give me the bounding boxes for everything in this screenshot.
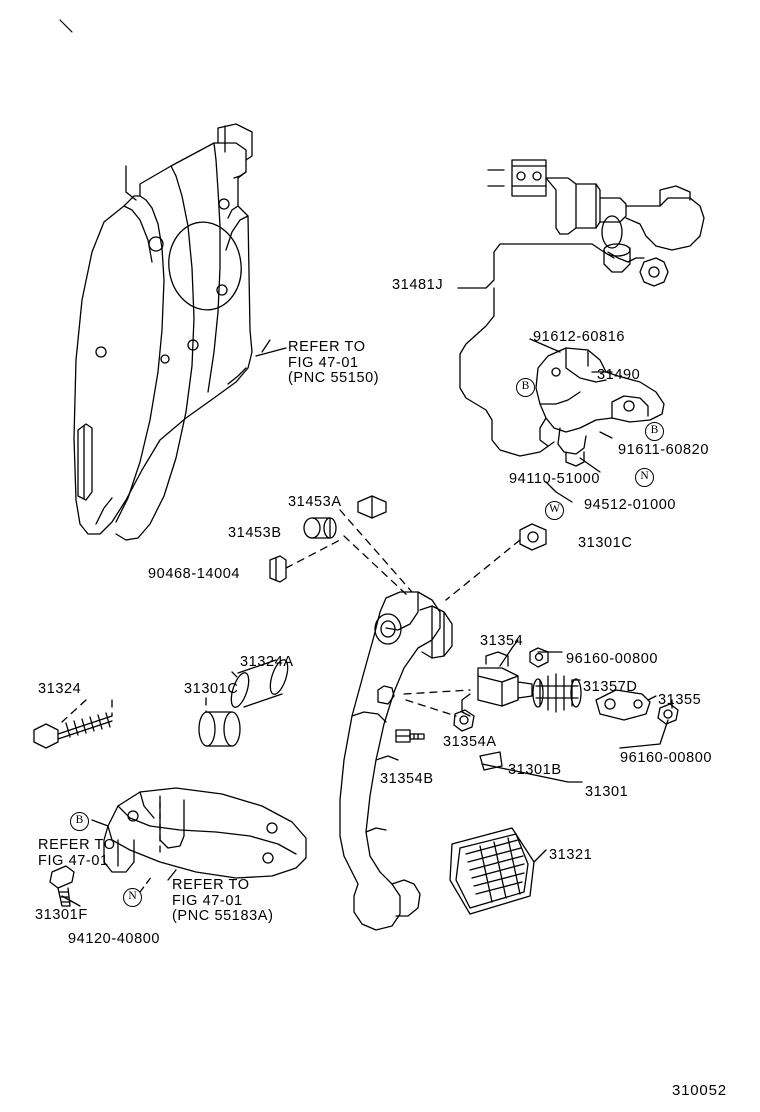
callout-b-left: B	[70, 812, 89, 831]
label-refer-fig-47-01-left: REFER TO FIG 47-01	[38, 837, 116, 869]
label-94512-01000: 94512-01000	[584, 497, 677, 513]
label-31354A: 31354A	[443, 734, 497, 750]
bushing-31453B	[304, 518, 336, 538]
pedal-arm-31301	[340, 592, 452, 930]
bolt-31324	[34, 713, 112, 748]
label-31301C-top: 31301C	[578, 535, 633, 551]
callout-b-91612: B	[516, 378, 535, 397]
bushing-31301C-left	[199, 712, 240, 746]
label-96160-00800-bottom: 96160-00800	[620, 750, 713, 766]
label-31301B: 31301B	[508, 762, 562, 778]
label-refer-fig-47-01-55150: REFER TO FIG 47-01 (PNC 55150)	[288, 339, 380, 386]
label-31354: 31354	[480, 633, 524, 649]
label-31301C-left: 31301C	[184, 681, 239, 697]
label-91611-60820: 91611-60820	[618, 442, 709, 458]
label-31453A: 31453A	[288, 494, 342, 510]
label-refer-fig-47-01-55183A: REFER TO FIG 47-01 (PNC 55183A)	[172, 877, 274, 924]
pedal-pad-31321	[450, 828, 534, 914]
label-31355: 31355	[658, 692, 702, 708]
bracket-55183A	[104, 788, 306, 878]
bracket-55150	[74, 124, 252, 540]
figure-id: 310052	[672, 1082, 727, 1099]
callout-w-94512: W	[545, 501, 564, 520]
label-90468-14004: 90468-14004	[148, 566, 241, 582]
label-91612-60816: 91612-60816	[533, 329, 626, 345]
callout-b-91611: B	[645, 422, 664, 441]
nut-96160-top	[530, 648, 548, 667]
label-31453B: 31453B	[228, 525, 282, 541]
master-cylinder	[488, 160, 704, 286]
callout-n-94120: N	[123, 888, 142, 907]
pin-31453A	[358, 496, 386, 518]
label-31357D: 31357D	[583, 679, 638, 695]
label-31481J: 31481J	[392, 277, 444, 293]
label-31354B: 31354B	[380, 771, 434, 787]
callout-n-94110: N	[635, 468, 654, 487]
label-94110-51000: 94110-51000	[509, 471, 600, 487]
label-31324A: 31324A	[240, 654, 294, 670]
nut-31301C-top	[520, 524, 546, 550]
label-31490: 31490	[597, 367, 641, 383]
label-94120-40800: 94120-40800	[68, 931, 161, 947]
switch-31354	[462, 652, 532, 716]
clip-90468-14004	[270, 556, 286, 582]
label-31301: 31301	[585, 784, 629, 800]
label-96160-00800-top: 96160-00800	[566, 651, 659, 667]
label-31324: 31324	[38, 681, 82, 697]
label-31321: 31321	[549, 847, 593, 863]
label-31301F: 31301F	[35, 907, 88, 923]
